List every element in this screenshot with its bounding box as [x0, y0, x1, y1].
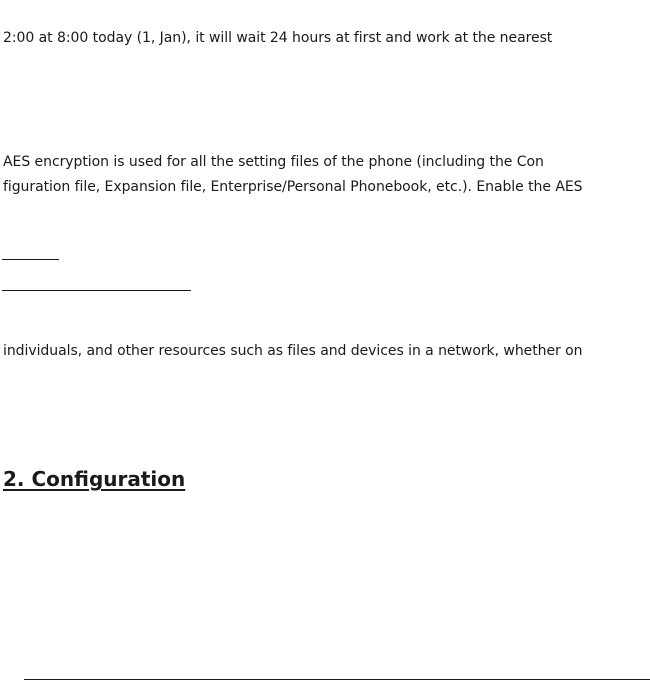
aes-text-line-1: AES encryption is used for all the setting files of the phone (including the Con: [3, 154, 544, 170]
medium-underline-rule: [2, 290, 191, 291]
section-heading-configuration: 2. Configuration: [3, 467, 186, 491]
schedule-text-line: 2:00 at 8:00 today (1, Jan), it will wait 24 hours at first and work at the nearest: [3, 30, 553, 46]
directory-text-line: individuals, and other resources such as files and devices in a network, whether on: [3, 343, 583, 359]
short-underline-rule: [2, 259, 59, 260]
footer-rule: [24, 679, 650, 680]
aes-text-line-2: figuration file, Expansion file, Enterprise/Personal Phonebook, etc.). Enable the AES: [3, 179, 583, 195]
